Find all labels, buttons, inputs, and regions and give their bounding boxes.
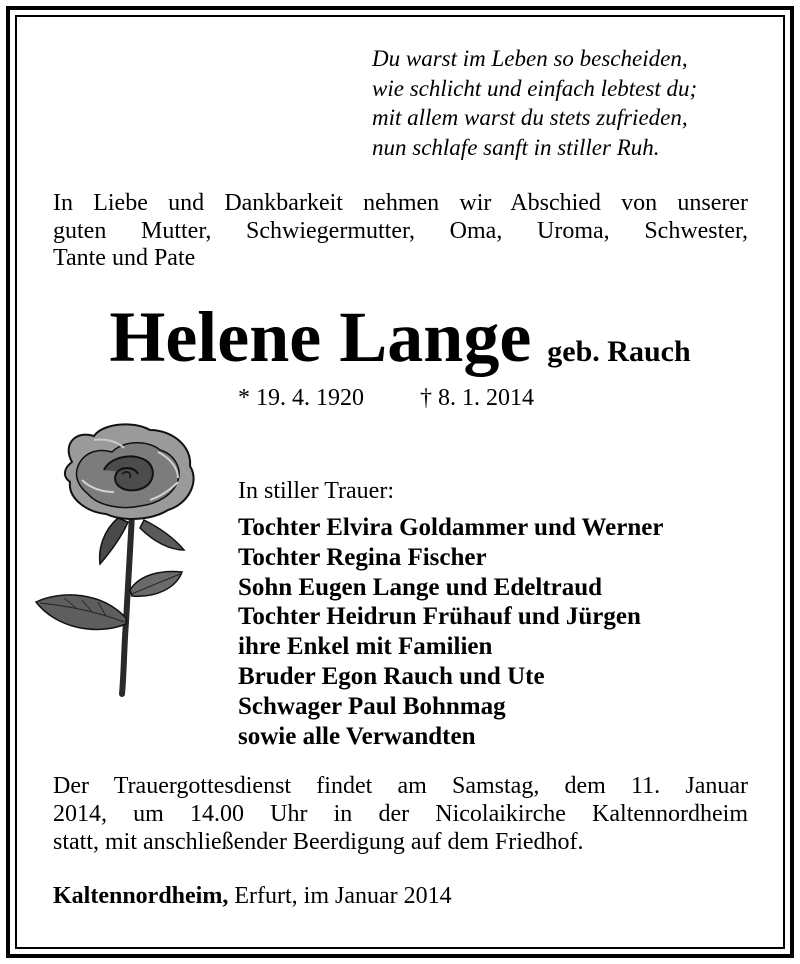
list-item: Bruder Egon Rauch und Ute <box>238 662 545 690</box>
service-line: statt, mit anschließender Beerdigung auf dem Friedhof. <box>53 829 584 855</box>
deceased-name-line <box>0 296 800 379</box>
list-item: ihre Enkel mit Familien <box>238 633 493 661</box>
birth-date: * 19. 4. 1920 <box>238 385 364 411</box>
service-line: Der Trauergottesdienst findet am Samstag, dem 11. Januar <box>53 773 748 799</box>
service-notice <box>53 772 748 856</box>
poem-line: mit allem warst du stets zufrieden, <box>372 105 688 130</box>
list-item: Tochter Regina Fischer <box>238 543 487 571</box>
rose-icon <box>32 422 212 702</box>
list-item: Tochter Heidrun Frühauf und Jürgen <box>238 603 641 631</box>
service-line: 2014, um 14.00 Uhr in der Nicolaikirche Kaltennordheim <box>53 801 748 827</box>
list-item: Tochter Elvira Goldammer und Werner <box>238 514 664 541</box>
poem-line: Du warst im Leben so bescheiden, <box>372 46 688 71</box>
intro-line: In Liebe und Dankbarkeit nehmen wir Abschied von unserer <box>53 190 748 216</box>
list-item: Sohn Eugen Lange und Edeltraud <box>238 573 603 601</box>
intro-line: guten Mutter, Schwiegermutter, Oma, Uroma, Schwester, <box>53 217 748 244</box>
life-dates <box>238 385 534 412</box>
poem-line: wie schlicht und einfach lebtest du; <box>372 75 698 101</box>
list-item: sowie alle Verwandten <box>238 722 476 750</box>
place-and-date <box>53 883 452 910</box>
poem <box>372 44 772 162</box>
list-item: Schwager Paul Bohnmag <box>238 692 506 720</box>
death-date: † 8. 1. 2014 <box>420 385 534 411</box>
intro-text <box>53 190 748 273</box>
birth-name: geb. Rauch <box>547 335 691 368</box>
place-city: Kaltennordheim, <box>53 883 229 909</box>
mourners-list <box>238 513 663 751</box>
deceased-name: Helene Lange <box>109 297 532 377</box>
poem-line: nun schlafe sanft in stiller Ruh. <box>372 134 660 160</box>
intro-line: Tante und Pate <box>53 245 196 271</box>
mourning-label: In stiller Trauer: <box>238 478 394 504</box>
place-rest: Erfurt, im Januar 2014 <box>228 883 452 909</box>
